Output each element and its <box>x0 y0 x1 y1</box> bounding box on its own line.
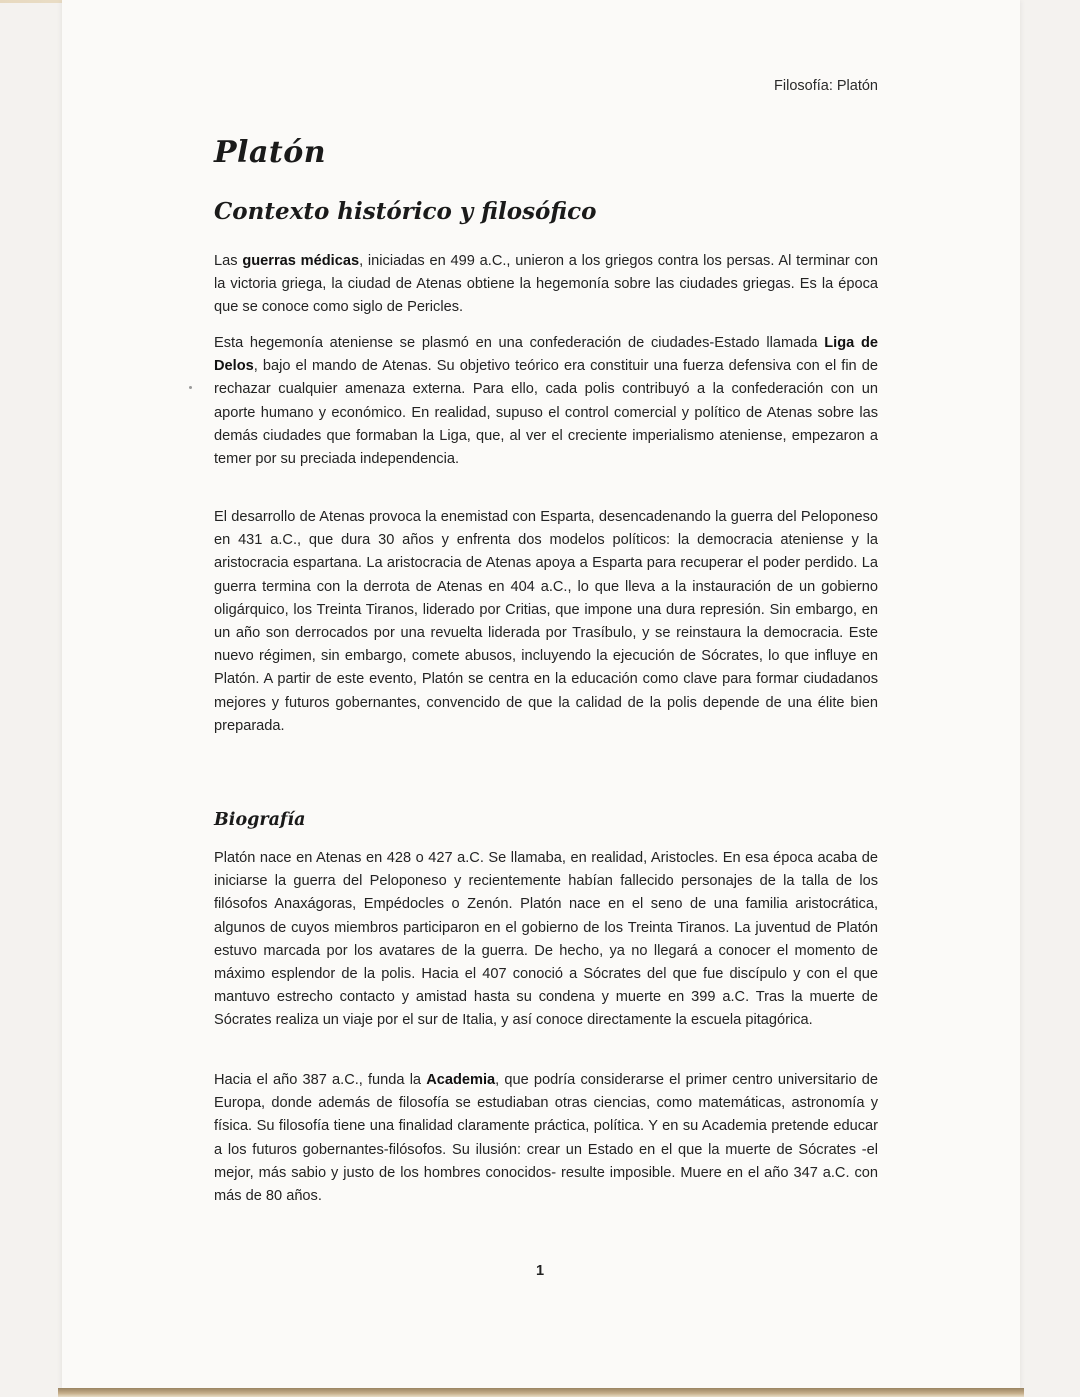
running-header: Filosofía: Platón <box>774 78 878 94</box>
paragraph-guerras-medicas <box>214 250 878 320</box>
margin-mark <box>189 386 192 389</box>
section-heading-contexto: Contexto histórico y filosófico <box>214 198 597 225</box>
paragraph-text: Hacia el año 387 a.C., funda la <box>214 1072 427 1088</box>
paragraph-biografia-nacimiento: Platón nace en Atenas en 428 o 427 a.C. Se llamaba, en realidad, Aristocles. En esa época acaba de iniciarse la guerra del Peloponeso y recientemente habían fallecido personajes de la talla de los filósofos Anaxágoras, Empédocles o Zenón. Platón nace en el seno de una familia aristocrática, algunos de cuyos miembros participaron en el gobierno de los Treinta Tiranos. La juventud de Platón estuvo marcada por los avatares de la guerra. De hecho, ya no llegará a conocer el momento de máximo esplendor de la polis. Hacia el 407 conoció a Sócrates del que fue discípulo y con el que mantuvo estrecho contacto y amistad hasta su condena y muerte en 399 a.C. Tras la muerte de Sócrates realiza un viaje por el sur de Italia, y así conoce directamente la escuela pitagórica. <box>214 850 878 1029</box>
bold-term-guerras-medicas: guerras médicas <box>242 253 360 269</box>
page-number: 1 <box>536 1263 545 1279</box>
bold-term-academia: Academia <box>426 1072 496 1088</box>
section-heading-biografia: Biografía <box>214 810 306 830</box>
paragraph-text: , bajo el mando de Atenas. Su objetivo teórico era constituir una fuerza defensiva con el fin de rechazar cualquier amenaza externa. Para ello, cada polis contribuyó a la confederación con un aporte humano y económico. En realidad, supuso el control comercial y político de Atenas sobre las demás ciudades que formaban la Liga, que, al ver el creciente imperialismo ateniense, empezaron a temer por su preciada independencia. <box>214 358 878 468</box>
page-title: Platón <box>214 135 327 170</box>
paragraph-guerra-peloponeso: El desarrollo de Atenas provoca la enemistad con Esparta, desencadenando la guerra del Peloponeso en 431 a.C., que dura 30 años y enfrenta dos modelos políticos: la democracia ateniense y la aristocracia espartana. La aristocracia de Atenas apoya a Esparta para recuperar el poder perdido. La guerra termina con la derrota de Atenas en 404 a.C., lo que lleva a la instauración de un gobierno oligárquico, los Treinta Tiranos, liderado por Critias, que impone una dura represión. Sin embargo, en un año son derrocados por una revuelta liderada por Trasíbulo, y se reinstaura la democracia. Este nuevo régimen, sin embargo, comete abusos, incluyendo la ejecución de Sócrates, lo que influye en Platón. A partir de este evento, Platón se centra en la educación como clave para formar ciudadanos mejores y futuros gobernantes, convencido de que la calidad de la polis depende de una élite bien preparada. <box>214 509 878 734</box>
paragraph-text: Las <box>214 253 243 269</box>
bold-term-liga-de-delos: Liga de Delos <box>214 335 878 375</box>
paragraph-text: , iniciadas en 499 a.C., unieron a los griegos contra los persas. Al terminar con la victoria griega, la ciudad de Atenas obtiene la hegemonía sobre las ciudades griegas. Es la época que se conoce como siglo de Pericles. <box>214 253 878 316</box>
paragraph-text: , que podría considerarse el primer centro universitario de Europa, donde además de filosofía se estudiaban otras ciencias, como matemáticas, astronomía y física. Su filosofía tiene una finalidad claramente práctica, política. Y en su Academia pretende educar a los futuros gobernantes-filósofos. Su ilusión: crear un Estado en el que la muerte de Sócrates -el mejor, más sabio y justo de los hombres conocidos- resulte imposible. Muere en el año 347 a.C. con más de 80 años. <box>214 1072 878 1205</box>
paragraph-academia <box>214 1069 878 1208</box>
paper-bottom-edge <box>58 1388 1024 1397</box>
paragraph-text: Esta hegemonía ateniense se plasmó en una confederación de ciudades-Estado llamada <box>214 335 825 351</box>
paragraph-liga-de-delos <box>214 332 878 471</box>
